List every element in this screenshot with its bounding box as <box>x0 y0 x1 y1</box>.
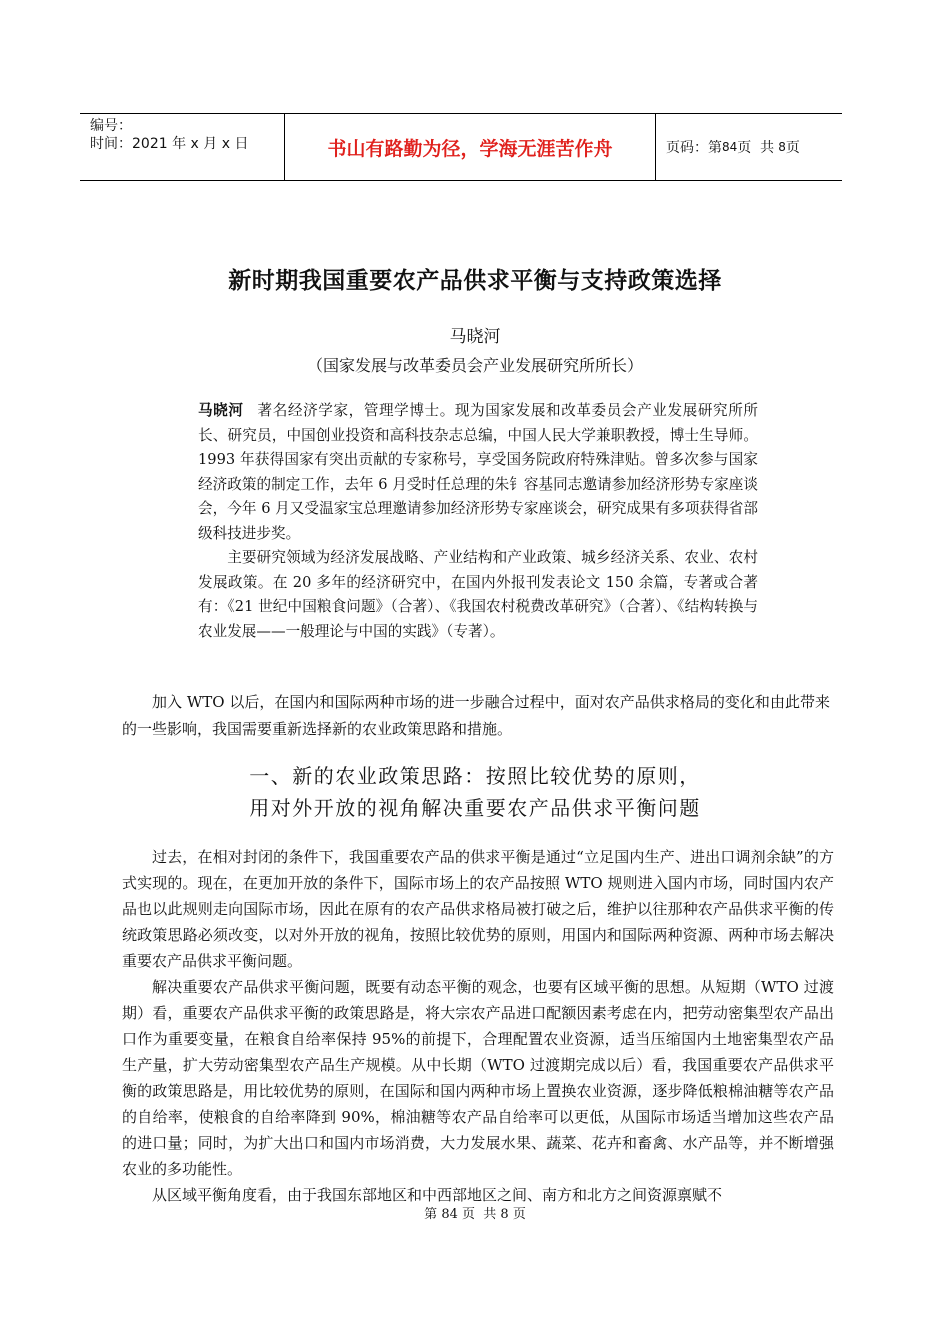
body-paragraph-2: 解决重要农产品供求平衡问题，既要有动态平衡的观念，也要有区域平衡的思想。从短期（WTO 过渡期）看，重要农产品供求平衡的政策思路是，将大宗农产品进口配额因素考虑在内，把劳动密集型农产品出口作为重要变量，在粮食自给率保持 95%的前提下，合理配置农业资源，适当压缩国内土地密集型农产品生产量，扩大劳动密集型农产品生产规模。从中长期（WTO 过渡期完成以后）看，我国重要农产品供求平衡的政策思路是，用比较优势的原则，在国际和国内两种市场上置换农业资源，逐步降低粮棉油糖等农产品的自给率，使粮食的自给率降到 90%，棉油糖等农产品自给率可以更低，从国际市场适当增加这些农产品的进口量；同时，为扩大出口和国内市场消费，大力发展水果、蔬菜、花卉和畜禽、水产品等，并不断增强农业的多功能性。 <box>122 978 834 1178</box>
page-label-mid: 页 共 <box>737 140 775 156</box>
intro-paragraph: 加入 WTO 以后，在国内和国际两种市场的进一步融合过程中，面对农产品供求格局的变化和由此带来的一些影响，我国需要重新选择新的农业政策思路和措施。 <box>122 693 830 738</box>
header-meta <box>80 114 284 180</box>
serial-label: 编号： <box>90 118 132 134</box>
footer-suffix: 页 <box>512 1207 526 1222</box>
body-paragraph-1: 过去，在相对封闭的条件下，我国重要农产品的供求平衡是通过“立足国内生产、进出口调剂余缺”的方式实现的。现在，在更加开放的条件下，国际市场上的农产品按照 WTO 规则进入国内市场，同时国内农产品也以此规则走向国际市场，因此在原有的农产品供求格局被打破之后，维护以往那种农产品供求平衡的传统政策思路必须改变，以对外开放的视角，按照比较优势的原则，用国内和国际两种资源、两种市场去解决重要农产品供求平衡问题。 <box>122 848 834 970</box>
footer-prefix: 第 <box>424 1207 438 1222</box>
page-current: 84 <box>722 140 738 154</box>
author-name: 马晓河 <box>449 327 501 347</box>
page-total: 8 <box>778 140 786 154</box>
bio-paragraph <box>198 399 758 546</box>
page-title: 新时期我国重要农产品供求平衡与支持政策选择 <box>228 268 722 294</box>
bio-name: 马晓河 <box>198 402 244 419</box>
footer-mid: 页 共 <box>462 1207 497 1222</box>
author-affiliation: （国家发展与改革委员会产业发展研究所所长） <box>306 356 643 375</box>
header-motto: 书山有路勤为径，学海无涯苦作舟 <box>284 114 656 180</box>
body-text <box>122 844 834 1208</box>
header-table <box>80 113 842 181</box>
footer-page: 84 <box>441 1207 458 1222</box>
time-label: 时间：2021 年 x 月 x 日 <box>90 136 249 152</box>
author-bio <box>198 399 758 644</box>
section-heading <box>0 760 950 824</box>
page-footer <box>0 1203 950 1222</box>
bio-text-1: 著名经济学家，管理学博士。现为国家发展和改革委员会产业发展研究所所长、研究员，中国创业投资和高科技杂志总编，中国人民大学兼职教授，博士生导师。1993 年获得国家有突出贡献的专家称号，享受国务院政府特殊津贴。曾多次参与国家经济政策的制定工作，去年 6 月受时任总理的朱钅容基同志邀请参加经济形势专家座谈会，今年 6 月又受温家宝总理邀请参加经济形势专家座谈会，研究成果有多项获得省部级科技进步奖。 <box>198 402 758 542</box>
page-label-suffix: 页 <box>785 140 800 156</box>
header-page-info <box>656 114 842 180</box>
section-heading-line-1: 一、新的农业政策思路：按照比较优势的原则， <box>249 764 701 788</box>
bio-text-2: 主要研究领域为经济发展战略、产业结构和产业政策、城乡经济关系、农业、农村发展政策。在 20 多年的经济研究中，在国内外报刊发表论文 150 余篇，专著或合著有：《21 世纪中国粮食问题》（合著）、《我国农村税费改革研究》（合著）、《结构转换与农业发展——一般理论与中国的实践》（专著）。 <box>198 549 758 640</box>
page-label-prefix: 页码：第 <box>666 140 722 156</box>
footer-total: 8 <box>500 1207 509 1222</box>
section-heading-line-2: 用对外开放的视角解决重要农产品供求平衡问题 <box>249 796 701 820</box>
body-paragraph-3: 从区域平衡角度看，由于我国东部地区和中西部地区之间、南方和北方之间资源禀赋不 <box>152 1186 723 1204</box>
